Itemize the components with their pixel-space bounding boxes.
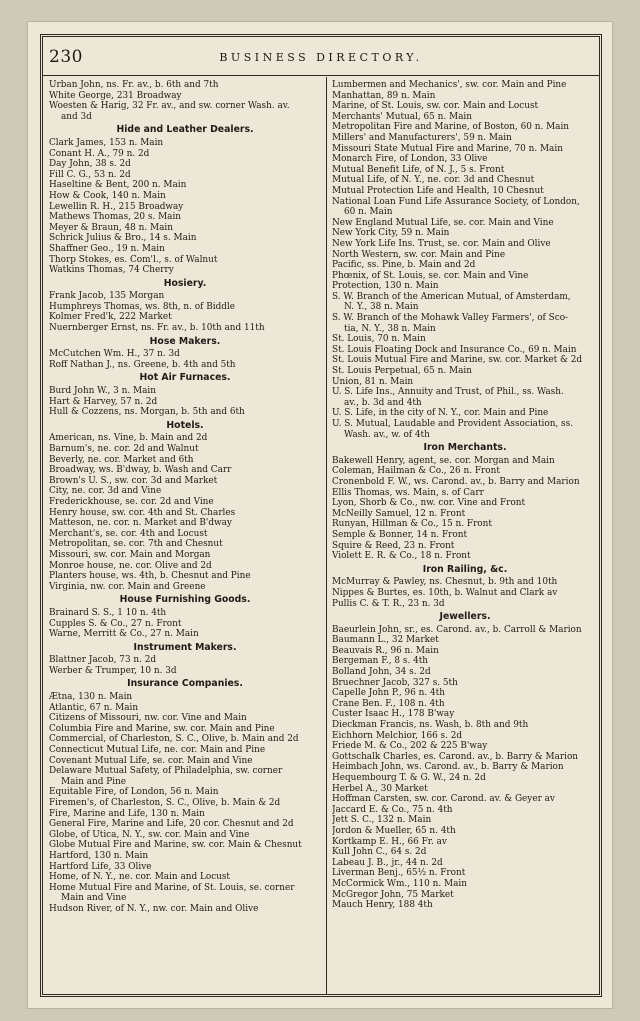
listing-entry: Jaccard E. & Co., 75 n. 4th <box>332 804 453 815</box>
section-heading: Hotels. <box>166 419 204 431</box>
listing-entry: North Western, sw. cor. Main and Pine <box>332 249 506 260</box>
listing-entry: Globe, of Utica, N. Y., sw. cor. Main and Vine <box>49 829 250 840</box>
listing-entry: Liverman Benj., 65½ n. Front <box>332 868 466 879</box>
listing-entry: City, ne. cor. 3d and Vine <box>49 486 162 497</box>
listing-entry: Jett S. C., 132 n. Main <box>332 815 432 826</box>
listing-entry: Clark James, 153 n. Main <box>49 137 164 148</box>
listing-entry: Hull & Cozzens, ns. Morgan, b. 5th and 6th <box>49 407 245 418</box>
listing-entry: Pullis C. & T. R., 23 n. 3d <box>332 598 445 609</box>
listing-entry: Nuernberger Ernst, ns. Fr. av., b. 10th and 11th <box>49 323 265 334</box>
listing-entry: Coleman, Hailman & Co., 26 n. Front <box>332 466 500 477</box>
listing-entry: Haseltine & Bent, 200 n. Main <box>49 180 187 191</box>
listing-entry: U. S. Life Ins., Annuity and Trust, of Phil., ss. Wash. <box>332 387 564 398</box>
listing-entry: Atlantic, 67 n. Main <box>49 702 139 713</box>
listing-entry: Thorp Stokes, es. Com'l., s. of Walnut <box>49 254 218 265</box>
listing-entry: Capelle John P., 96 n. 4th <box>332 688 445 699</box>
listing-entry: McCormick Wm., 110 n. Main <box>332 878 467 889</box>
listing-entry: Custer Isaac H., 178 B'way <box>332 709 455 720</box>
page-number: 230 <box>49 47 83 67</box>
listing-entry: Violett E. R. & Co., 18 n. Front <box>332 551 471 562</box>
listing-entry: Ellis Thomas, ws. Main, s. of Carr <box>332 487 484 498</box>
column-divider <box>326 77 327 994</box>
section-heading: Instrument Makers. <box>133 641 237 653</box>
listing-entry: Bakewell Henry, agent, se. cor. Morgan and Main <box>332 455 555 466</box>
listing-entry: St. Louis, 70 n. Main <box>332 334 426 345</box>
listing-entry: Frank Jacob, 135 Morgan <box>49 291 165 302</box>
listing-entry: Ætna, 130 n. Main <box>49 692 133 703</box>
listing-entry: Missouri State Mutual Fire and Marine, 70 n. Main <box>332 143 563 154</box>
listing-entry: Commercial, of Charleston, S. C., Olive, b. Main and 2d <box>49 734 299 745</box>
listing-entry: Connecticut Mutual Life, ne. cor. Main and Pine <box>49 745 266 756</box>
listing-entry: Delaware Mutual Safety, of Philadelphia, sw. corner <box>49 766 283 777</box>
listing-continuation: av., b. 3d and 4th <box>344 397 422 408</box>
listing-entry: Barnum's, ne. cor. 2d and Walnut <box>49 444 199 454</box>
listing-entry: Lyon, Shorb & Co., nw. cor. Vine and Front <box>332 498 526 509</box>
listing-entry: Union, 81 n. Main <box>332 376 414 387</box>
listing-entry: Fill C. G., 53 n. 2d <box>49 169 131 180</box>
listing-entry: Mutual Benefit Life, of N. J., 5 s. Front <box>332 164 505 175</box>
listing-entry: New York Life Ins. Trust, se. cor. Main and Olive <box>332 238 551 249</box>
listing-entry: Day John, 38 s. 2d <box>49 159 131 170</box>
page-border <box>40 34 602 997</box>
listing-entry: Frederickhouse, se. cor. 2d and Vine <box>49 496 214 507</box>
listing-entry: S. W. Branch of the American Mutual, of Amsterdam, <box>332 291 571 302</box>
listing-continuation: 60 n. Main <box>344 207 393 218</box>
listing-continuation: Main and Pine <box>61 776 127 787</box>
listing-entry: St. Louis Mutual Fire and Marine, sw. cor. Market & 2d <box>332 355 583 366</box>
listing-entry: Shaffner Geo., 19 n. Main <box>49 243 165 254</box>
listing-entry: Blattner Jacob, 73 n. 2d <box>49 655 157 666</box>
listing-entry: Monroe house, ne. cor. Olive and 2d <box>49 560 212 571</box>
listing-entry: Fire, Marine and Life, 130 n. Main <box>49 808 205 819</box>
listing-continuation: Main and Vine <box>61 893 127 904</box>
listing-continuation: Wash. av., w. of 4th <box>344 429 430 440</box>
listing-entry: Citizens of Missouri, nw. cor. Vine and Main <box>49 713 247 724</box>
listing-entry: Hartford, 130 n. Main <box>49 850 149 861</box>
listing-entry: New York City, 59 n. Main <box>332 228 450 239</box>
listing-entry: Bergeman F., 8 s. 4th <box>332 656 429 667</box>
listing-entry: McMurray & Pawley, ns. Chesnut, b. 9th and 10th <box>332 577 558 588</box>
listing-entry: Mauch Henry, 188 4th <box>332 900 433 911</box>
listing-entry: Covenant Mutual Life, se. cor. Main and Vine <box>49 755 253 766</box>
listing-entry: Dieckman Francis, ns. Wash, b. 8th and 9th <box>332 720 529 731</box>
listing-entry: Baumann L., 32 Market <box>332 635 439 646</box>
listing-entry: Henry house, sw. cor. 4th and St. Charles <box>49 507 236 518</box>
listing-entry: Metropolitan, se. cor. 7th and Chesnut <box>49 539 223 550</box>
listing-entry: Runyan, Hillman & Co., 15 n. Front <box>332 519 492 530</box>
listing-entry: Lumbermen and Mechanics', sw. cor. Main and Pine <box>332 80 567 90</box>
listing-entry: Friede M. & Co., 202 & 225 B'way <box>332 741 488 752</box>
listing-entry: Meyer & Braun, 48 n. Main <box>49 222 173 233</box>
listing-continuation: and 3d <box>61 111 92 122</box>
listing-continuation: N. Y., 38 n. Main <box>344 302 419 313</box>
running-title: BUSINESS DIRECTORY. <box>219 51 423 64</box>
listing-entry: Merchants' Mutual, 65 n. Main <box>332 111 472 122</box>
listing-entry: Pacific, ss. Pine, b. Main and 2d <box>332 260 476 271</box>
listing-entry: White George, 231 Broadway <box>49 90 182 101</box>
listing-entry: Hoffman Carsten, sw. cor. Carond. av. & Geyer av <box>332 794 555 805</box>
section-heading: Iron Merchants. <box>423 442 507 454</box>
listing-entry: Brainard S. S., 1 10 n. 4th <box>49 607 167 618</box>
listing-entry: Conant H. A., 79 n. 2d <box>49 148 150 159</box>
listing-entry: National Loan Fund Life Assurance Society, of London, <box>332 196 580 207</box>
listing-entry: Monarch Fire, of London, 33 Olive <box>332 154 488 165</box>
listing-entry: Mathews Thomas, 20 s. Main <box>49 212 182 223</box>
listing-entry: Cronenbold F. W., ws. Carond. av., b. Barry and Marion <box>332 476 580 487</box>
listing-entry: Planters house, ws. 4th, b. Chesnut and Pine <box>49 571 251 582</box>
listing-entry: Virginia, nw. cor. Main and Greene <box>49 581 206 592</box>
listing-entry: Kull John C., 64 s. 2d <box>332 847 427 858</box>
listing-entry: Missouri, sw. cor. Main and Morgan <box>49 549 211 560</box>
section-heading: Iron Railing, &c. <box>422 563 508 575</box>
left-column <box>49 80 321 992</box>
listing-entry: Semple & Bonner, 14 n. Front <box>332 529 468 540</box>
listing-entry: Labeau J. B., jr., 44 n. 2d <box>332 857 443 868</box>
listing-entry: Brown's U. S., sw. cor. 3d and Market <box>49 475 218 486</box>
listing-entry: Nippes & Burtes, es. 10th, b. Walnut and Clark av <box>332 587 558 598</box>
listing-entry: Roff Nathan J., ns. Greene, b. 4th and 5th <box>49 359 236 370</box>
listing-entry: Herbel A., 30 Market <box>332 783 428 794</box>
section-heading: House Furnishing Goods. <box>119 594 251 606</box>
listing-entry: Eichhorn Melchior, 166 s. 2d <box>332 730 463 741</box>
listing-entry: New England Mutual Life, se. cor. Main and Vine <box>332 217 554 228</box>
listing-entry: Mutual Life, of N. Y., ne. cor. 3d and Chesnut <box>332 175 535 186</box>
listing-entry: Humphreys Thomas, ws. 8th, n. of Biddle <box>49 301 236 312</box>
listing-entry: Broadway, ws. B'dway, b. Wash and Carr <box>49 465 232 476</box>
listing-entry: Kortkamp E. H., 66 Fr. av <box>332 836 447 847</box>
listing-entry: Bruechner Jacob, 327 s. 5th <box>332 677 458 688</box>
listing-entry: Baeurlein John, sr., es. Carond. av., b. Carroll & Marion <box>332 624 582 635</box>
listing-entry: Metropolitan Fire and Marine, of Boston, 60 n. Main <box>332 122 570 133</box>
listing-entry: Kolmer Fred'k, 222 Market <box>49 312 172 323</box>
section-heading: Jewellers. <box>439 611 491 623</box>
listing-entry: Cupples S. & Co., 27 n. Front <box>49 618 182 629</box>
listing-entry: Hudson River, of N. Y., nw. cor. Main and Olive <box>49 903 259 914</box>
listing-entry: Marine, of St. Louis, sw. cor. Main and Locust <box>332 101 539 112</box>
listing-entry: McNeilly Samuel, 12 n. Front <box>332 508 466 519</box>
listing-entry: Werber & Trumper, 10 n. 3d <box>49 665 177 676</box>
listing-entry: Columbia Fire and Marine, sw. cor. Main and Pine <box>49 723 275 734</box>
right-column <box>332 80 598 992</box>
listing-entry: Beverly, ne. cor. Market and 6th <box>49 454 194 465</box>
listing-entry: Home Mutual Fire and Marine, of St. Louis, se. corner <box>49 882 295 893</box>
listing-entry: Firemen's, of Charleston, S. C., Olive, b. Main & 2d <box>49 798 281 808</box>
listing-entry: Phœnix, of St. Louis, se. cor. Main and Vine <box>332 270 529 281</box>
section-heading: Hosiery. <box>163 277 207 289</box>
listing-entry: Beauvais R., 96 n. Main <box>332 645 439 656</box>
listing-entry: Matteson, ne. cor. n. Market and B'dway <box>49 518 232 529</box>
listing-entry: St. Louis Floating Dock and Insurance Co., 69 n. Main <box>332 344 577 355</box>
listing-entry: Millers' and Manufacturers', 59 n. Main <box>332 132 512 143</box>
listing-entry: S. W. Branch of the Mohawk Valley Farmers', of Sco- <box>332 313 569 324</box>
listing-entry: Burd John W., 3 n. Main <box>49 386 156 397</box>
listing-entry: Crane Ben. F., 108 n. 4th <box>332 698 445 709</box>
listing-entry: Bolland John, 34 s. 2d <box>332 667 431 678</box>
listing-entry: St. Louis Perpetual, 65 n. Main <box>332 366 472 377</box>
listing-entry: Woesten & Harig, 32 Fr. av., and sw. corner Wash. av. <box>49 101 290 112</box>
listing-entry: U. S. Mutual, Laudable and Provident Association, ss. <box>332 419 573 429</box>
listing-entry: Merchant's, se. cor. 4th and Locust <box>49 528 208 539</box>
directory-page <box>28 22 612 1008</box>
listing-entry: Watkins Thomas, 74 Cherry <box>49 265 174 276</box>
listing-entry: Protection, 130 n. Main <box>332 281 439 292</box>
listing-entry: Warne, Merritt & Co., 27 n. Main <box>49 629 199 640</box>
listing-entry: Urban John, ns. Fr. av., b. 6th and 7th <box>49 80 219 90</box>
listing-entry: McGregor John, 75 Market <box>332 889 454 900</box>
section-heading: Hose Makers. <box>149 335 221 347</box>
page-header <box>43 37 599 76</box>
listing-entry: American, ns. Vine, b. Main and 2d <box>49 433 208 444</box>
listing-entry: Manhattan, 89 n. Main <box>332 90 436 101</box>
listing-entry: How & Cook, 140 n. Main <box>49 190 166 201</box>
listing-entry: Schrick Julius & Bro., 14 s. Main <box>49 233 197 244</box>
listing-entry: U. S. Life, in the city of N. Y., cor. Main and Pine <box>332 408 549 419</box>
listing-entry: Heimbach John, ws. Carond. av., b. Barry & Marion <box>332 762 564 773</box>
section-heading: Hot Air Furnaces. <box>139 372 231 384</box>
listing-entry: Globe Mutual Fire and Marine, sw. cor. Main & Chesnut <box>49 840 302 851</box>
listing-columns <box>43 77 599 994</box>
listing-entry: General Fire, Marine and Life, 20 cor. Chesnut and 2d <box>49 819 294 830</box>
section-heading: Hide and Leather Dealers. <box>116 124 254 136</box>
listing-entry: McCutchen Wm. H., 37 n. 3d <box>49 349 180 360</box>
listing-entry: Hart & Harvey, 57 n. 2d <box>49 396 158 407</box>
listing-entry: Gottschalk Charles, es. Carond. av., b. Barry & Marion <box>332 751 579 762</box>
listing-entry: Mutual Protection Life and Health, 10 Chesnut <box>332 185 544 196</box>
listing-entry: Equitable Fire, of London, 56 n. Main <box>49 787 219 798</box>
listing-entry: Squire & Reed, 23 n. Front <box>332 540 455 551</box>
listing-entry: Jordon & Mueller, 65 n. 4th <box>332 825 456 836</box>
listing-entry: Hequembourg T. & G. W., 24 n. 2d <box>332 773 486 783</box>
listing-entry: Lewellin R. H., 215 Broadway <box>49 201 184 212</box>
listing-entry: Home, of N. Y., ne. cor. Main and Locust <box>49 872 230 883</box>
listing-entry: Hartford Life, 33 Olive <box>49 861 152 872</box>
section-heading: Insurance Companies. <box>127 678 243 690</box>
listing-continuation: tia, N. Y., 38 n. Main <box>344 323 436 334</box>
